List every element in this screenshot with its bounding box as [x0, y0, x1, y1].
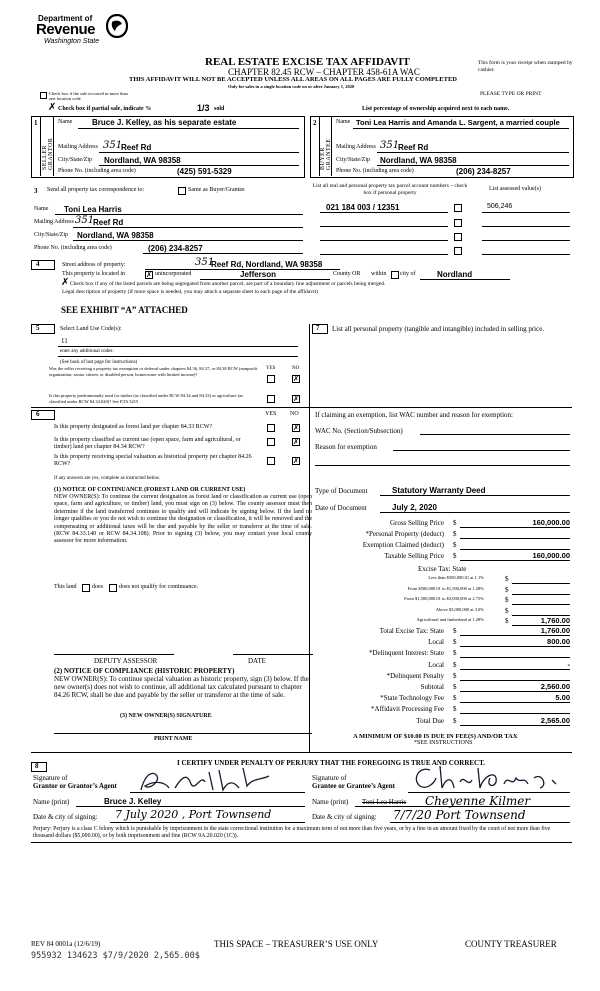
buyer-mail-num: 351 [380, 140, 400, 151]
tax-row2-1-currency: $ [453, 638, 457, 647]
s5-yes-header: YES [266, 366, 276, 371]
seller-phone-label: Phone No. (including area code) [58, 168, 136, 174]
tax-row2-5-currency: $ [453, 683, 457, 691]
tax-row-3-currency: $ [453, 552, 457, 560]
s5-q1-no-checkbox[interactable]: ✗ [293, 375, 299, 383]
excise-state-label: Excise Tax: State [418, 565, 467, 573]
see-instructions: *SEE INSTRUCTIONS [414, 740, 473, 746]
tax-row-3-label: Taxable Selling Price [384, 552, 444, 560]
unincorporated-checkbox[interactable]: ✗ [146, 271, 152, 279]
grantee-sig-label-2: Grantee or Grantee’s Agent [312, 782, 396, 790]
grantee-name-handwritten: Cheyenne Kilmer [425, 794, 531, 808]
multi-location-checkbox[interactable] [40, 92, 47, 99]
legal-text: Legal description of property (if more space is needed, you may attach a separate sheet to each page of the affidavit) [62, 289, 318, 295]
send-correspondence-label: Send all property tax correspondence to: [47, 187, 145, 193]
tax-row2-4-label: *Delinquent Penalty [386, 671, 444, 680]
seller-phone: (425) 591-5329 [177, 167, 232, 176]
within-label: within [371, 271, 387, 277]
doc-date: July 2, 2020 [392, 503, 437, 512]
section-5-number-box [31, 324, 55, 334]
s3-phone-label: Phone No. (including area code) [34, 245, 112, 251]
notice2-body: NEW OWNER(S): To continue special valuation as historic property, sign (3) below. If the new owner(s) does not wish to continue, all additional tax calculated pursuant to chapter 84.26 RCW, shall be due and payable by the seller or transferor at the time of sale. [54, 675, 309, 699]
tax-row2-6-label: *State Technology Fee [380, 694, 444, 703]
segregated-checkbox[interactable]: ✗ [61, 277, 70, 288]
s3-mail-street: Reef Rd [93, 218, 124, 227]
buyer-name-label: Name [336, 119, 351, 125]
same-as-buyer-checkbox[interactable] [178, 187, 186, 195]
buyer-side-label: BUYER GRANTEE [320, 138, 332, 170]
treasurer-space: THIS SPACE – TREASURER’S USE ONLY [214, 939, 379, 949]
tax-tier-4-value: 1,760.00 [540, 616, 570, 625]
tax-row-2-label: Exemption Claimed (deduct) [362, 541, 444, 549]
please-type: PLEASE TYPE OR PRINT [480, 91, 542, 97]
tax-row-0-value: 160,000.00 [532, 518, 570, 527]
tax-tier-1-label: From $500,000.01 to $1,500,000 at 1.28% [407, 585, 484, 591]
s6-q1: Is this property designated as forest land per chapter 84.33 RCW? [54, 424, 213, 430]
reason-label: Reason for exemption [315, 443, 377, 451]
page-subtitle: CHAPTER 82.45 RCW – CHAPTER 458-61A WAC [228, 67, 420, 77]
doc-date-label: Date of Document [315, 504, 367, 512]
grantor-name: Bruce J. Kelley [104, 797, 162, 806]
perjury-notice: Perjury: Perjury is a class C felony which is punishable by imprisonment in the state correctional institution for a maximum term of not more than five years, or by a fine in an amount fixed by the court of not more than five thousand dollars ($5,000.00), or by both imprisonment and fine (RCW 9A.20.020 (1C)). [33, 826, 551, 840]
s3-city-label: City/State/Zip [34, 232, 68, 238]
buyer-phone: (206) 234-8257 [456, 167, 511, 176]
notice1-body: NEW OWNER(S): To continue the current designation as forest land or classification as current use (open space, farm and agriculture, or timber) land, you must sign on (3) below. The county assessor must then determine if the land transferred continues to qualify and will indicate by signing below. If the land no longer qualifies or you do not wish to continue the designation or classification, it will be removed and the compensating or additional taxes will be due and payable by the seller or transferor at the time of sale. (RCW 84.33.140 or RCW 84.34.108). Prior to signing (3) below, you may contact your local county assessor for more information. [54, 494, 312, 545]
wac-label: WAC No. (Section/Subsection) [315, 427, 403, 435]
logo-line2: Revenue [36, 21, 96, 38]
tax-row2-6-value: 5.00 [555, 693, 570, 703]
new-owner-signature-label: (3) NEW OWNER(S) SIGNATURE [120, 713, 212, 719]
seller-mail-label: Mailing Address [58, 144, 98, 150]
s5-q1: Was the seller receiving a property tax exemption or deferral under chapters 84.36, 84.37, or 84.38 RCW (nonprofit organization, senior citizen, or disabled person, homeowner with limited income)? [49, 366, 258, 377]
grantee-signature [408, 762, 568, 794]
tax-row2-6-currency: $ [453, 694, 457, 703]
s3-mail-label: Mailing Address [34, 219, 74, 225]
deputy-assessor-label: DEPUTY ASSESSOR [94, 657, 158, 665]
grantor-date-label: Date & city of signing: [33, 813, 98, 821]
this-land-label: This land [54, 584, 77, 590]
unincorporated-label: unincorporated [155, 271, 192, 277]
tax-tier-2-label: From $1,500,000.01 to $3,000,000 at 2.75% [404, 596, 484, 601]
assessed-header: List assessed value(s) [489, 186, 541, 192]
s3-name-label: Name [34, 206, 49, 212]
treasurer-stamp: 955932 134623 $7/9/2020 2,565.00$ [31, 951, 200, 961]
section-4-number-box [31, 260, 55, 270]
s5-q2-no-checkbox[interactable]: ✗ [293, 395, 299, 403]
s6-yes-header: YES [265, 411, 277, 417]
tax-tier-3-currency: $ [505, 606, 509, 615]
logo-line3: Washington State [44, 38, 100, 45]
county-treasurer: COUNTY TREASURER [465, 939, 557, 949]
parcel-4-personal-checkbox[interactable] [454, 247, 462, 255]
grantee-date: 7/7/20 Port Townsend [393, 808, 526, 822]
additional-codes-label: enter any additional codes: [60, 349, 114, 354]
tax-tier-4-label: Agricultural and timberland at 1.28% [416, 617, 484, 622]
tax-row2-8-value: 2,565.00 [540, 715, 570, 725]
tax-row2-5-value: 2,560.00 [540, 682, 570, 691]
parcel-1-personal-checkbox[interactable] [454, 204, 462, 212]
tax-row2-8-label: Total Due [416, 716, 444, 725]
buyer-city: Nordland, WA 98358 [380, 156, 457, 165]
tax-row2-2-currency: $ [453, 649, 457, 658]
personal-property-text: List all personal property (tangible and intangible) included in selling price. [332, 325, 545, 333]
city-of-label: city of [400, 271, 416, 277]
section-6-number: 6 [36, 410, 40, 418]
parcel-header: List all real and personal property tax parcel account numbers – check box if personal property [312, 183, 468, 196]
tax-row-3-value: 160,000.00 [532, 551, 570, 560]
street-address: Reef Rd, Nordland, WA 98358 [211, 260, 323, 269]
exhibit-a: SEE EXHIBIT “A” ATTACHED [61, 305, 188, 315]
segregated-text: Check box if any of the listed parcels are being segregated from another parcel, are part of a boundary line adjustment or parcels being merged. [70, 281, 386, 287]
s3-phone: (206) 234-8257 [148, 244, 203, 253]
s5-q2-yes-checkbox[interactable] [267, 395, 275, 403]
ownership-note: List percentage of ownership acquired next to each name. [362, 106, 510, 112]
section-4-number: 4 [36, 260, 40, 268]
tax-row2-1-label: Local [428, 638, 444, 647]
tax-row2-8-currency: $ [453, 716, 457, 725]
s3-city: Nordland, WA 98358 [77, 231, 154, 240]
doc-type-label: Type of Document [315, 487, 368, 495]
assessed-value: 506,246 [487, 203, 513, 210]
does-not-label: does not qualify for continuance. [119, 584, 199, 590]
tax-tier-2-currency: $ [505, 596, 509, 604]
seller-mail-num: 351 [103, 140, 123, 151]
only-for-sales: Only for sales in a single location code on or after January 1, 2020 [228, 84, 355, 89]
notice1-title: (1) NOTICE OF CONTINUANCE (FOREST LAND OR CURRENT USE) [54, 487, 246, 493]
s6-q3-no-checkbox[interactable]: ✗ [293, 457, 299, 465]
county-or-label: County OR [333, 271, 361, 277]
dor-logo [36, 12, 128, 56]
tax-row2-5-label: Subtotal [420, 683, 444, 691]
grantor-sig-label-2: Grantor or Grantor’s Agent [33, 782, 117, 790]
tax-row-0-currency: $ [453, 519, 457, 527]
doc-type: Statutory Warranty Deed [392, 486, 486, 495]
tax-row2-3-currency: $ [453, 660, 457, 669]
seller-mail-street: Reef Rd [121, 143, 152, 152]
buyer-name: Toni Lea Harris and Amanda L. Sargent, a married couple [356, 118, 560, 127]
tax-row2-0-value: 1,760.00 [540, 626, 570, 635]
s3-mail-num: 351 [75, 215, 95, 226]
within-city-checkbox[interactable] [391, 271, 399, 279]
partial-pct-value: 1/3 [197, 103, 210, 113]
receipt-note: This form is your receipt when stamped by cashier. [478, 60, 573, 73]
tax-row2-2-label: *Delinquent Interest: State [368, 649, 444, 658]
notice2-title: (2) NOTICE OF COMPLIANCE (HISTORIC PROPERTY) [54, 667, 235, 675]
s3-name: Toni Lea Harris [64, 205, 122, 214]
form-id: REV 84 0001a (12/6/19) [31, 940, 101, 948]
grantee-sig-label-1: Signature of [312, 774, 347, 782]
warning-line: THIS AFFIDAVIT WILL NOT BE ACCEPTED UNLESS ALL AREAS ON ALL PAGES ARE FULLY COMPLETED [129, 76, 457, 83]
s6-q1-yes-checkbox[interactable] [267, 424, 275, 432]
tax-row2-7-currency: $ [453, 705, 457, 714]
grantee-name-struck: Toni Lea Harris [362, 798, 407, 806]
grantor-date: 7 July 2020 , Port Townsend [115, 808, 272, 821]
tax-tier-4-currency: $ [505, 617, 509, 625]
land-use-code: 11 [61, 337, 68, 345]
s5-q2: Is this property predominantly used for timber (as classified under RCW 84.34 and 84.33) or agriculture (as classified under RCW 84.34.020)? See ETA 3215 [49, 393, 243, 404]
parcel-2-personal-checkbox[interactable] [454, 219, 462, 227]
does-label: does [92, 584, 103, 590]
city-name: Nordland [437, 270, 473, 279]
tax-row2-1-value: 800.00 [547, 637, 570, 647]
section-1-number: 1 [34, 119, 38, 127]
tax-row2-0-label: Total Excise Tax: State [379, 627, 444, 635]
buyer-mail-street: Reef Rd [398, 143, 429, 152]
buyer-mail-label: Mailing Address [336, 144, 376, 150]
s5-no-header: NO [292, 366, 300, 371]
grantee-date-label: Date & city of signing: [312, 813, 377, 821]
s6-q2-yes-checkbox[interactable] [267, 438, 275, 446]
exemption-label: If claiming an exemption, list WAC number and reason for exemption: [315, 411, 513, 419]
partial-sale-checkbox[interactable]: ✗ [48, 102, 57, 113]
s6-q3-yes-checkbox[interactable] [267, 457, 275, 465]
deputy-date-label: DATE [248, 657, 266, 665]
s6-no-header: NO [290, 411, 299, 417]
tax-row-2-currency: $ [453, 541, 457, 549]
s5-q1-yes-checkbox[interactable] [267, 375, 275, 383]
s6-q1-no-checkbox[interactable]: ✗ [293, 424, 299, 432]
tax-row-1-label: *Personal Property (deduct) [365, 530, 444, 538]
tax-row-0-label: Gross Selling Price [389, 519, 444, 527]
multi-location-label: Check box if the sale occurred in more than one location code [49, 91, 128, 101]
street-address-num: 351 [195, 257, 215, 268]
minimum-due: A MINIMUM OF $10.00 IS DUE IN FEE(S) AND/OR TAX [353, 733, 518, 740]
seller-side-label: SELLER GRANTOR [42, 137, 54, 170]
does-qualify-checkbox[interactable] [82, 584, 90, 592]
section-8-number: 8 [35, 762, 39, 770]
tax-row2-0-currency: $ [453, 627, 457, 635]
land-use-label: Select Land Use Code(s): [60, 326, 122, 332]
seller-city: Nordland, WA 98358 [104, 156, 181, 165]
see-back-label: (See back of last page for instructions) [60, 360, 138, 365]
tax-row2-3-value: - [567, 659, 570, 669]
same-as-buyer-label: Same as Buyer/Grantee [188, 187, 245, 193]
s6-q2: Is this property classified as current use (open space, farm and agricultural, or timber) land per chapter 84.34 RCW? [54, 437, 241, 450]
street-address-label: Street address of property: [62, 262, 126, 268]
buyer-phone-label: Phone No. (including area code) [336, 168, 414, 174]
tax-tier-0-currency: $ [505, 575, 509, 583]
section-5-number: 5 [36, 324, 40, 332]
tax-row2-3-label: Local [428, 660, 444, 669]
seal-icon [106, 14, 128, 38]
tax-tier-0-label: Less than $500,000.01 at 1.1% [428, 575, 484, 580]
section-8-number-box [31, 762, 47, 772]
tax-tier-1-currency: $ [505, 585, 509, 594]
tax-row2-4-currency: $ [453, 671, 457, 680]
seller-city-label: City/State/Zip [58, 157, 92, 163]
sold-label: sold [214, 106, 225, 112]
section-7-number-box [312, 324, 328, 334]
section-6-number-box [31, 410, 55, 420]
buyer-city-label: City/State/Zip [336, 157, 370, 163]
section-3-number: 3 [34, 187, 38, 195]
seller-name: Bruce J. Kelley, as his separate estate [92, 118, 237, 127]
tax-row2-7-label: *Affidavit Processing Fee [371, 705, 444, 714]
logo-line1: Department of [38, 14, 93, 23]
grantee-name-label: Name (print) [312, 798, 349, 806]
s6-q3: Is this property receiving special valuation as historical property per chapter 84.26 RCW? [54, 454, 252, 467]
print-name-label: PRINT NAME [154, 736, 193, 742]
does-not-qualify-checkbox[interactable] [109, 584, 117, 592]
parcel-3-personal-checkbox[interactable] [454, 233, 462, 241]
tax-tier-3-label: Above $3,000,000 at 3.0% [435, 606, 484, 612]
section-7-number: 7 [316, 324, 320, 332]
seller-name-label: Name [58, 119, 73, 125]
parcel-number: 021 184 003 / 12351 [326, 203, 400, 212]
grantor-sig-label-1: Signature of [33, 774, 68, 782]
grantor-name-label: Name (print) [33, 798, 70, 806]
page-title: REAL ESTATE EXCISE TAX AFFIDAVIT [205, 56, 410, 68]
located-label: This property is located in [62, 271, 125, 277]
if-any-yes: If any answers are yes, complete as instructed below. [54, 476, 161, 481]
tax-row-1-currency: $ [453, 530, 457, 538]
partial-sale-label: Check box if partial sale, indicate % [58, 106, 152, 112]
s6-q2-no-checkbox[interactable]: ✗ [293, 438, 299, 446]
county-name: Jefferson [240, 270, 277, 279]
certify-statement: I CERTIFY UNDER PENALTY OF PERJURY THAT THE FOREGOING IS TRUE AND CORRECT. [177, 759, 486, 767]
section-2-number: 2 [313, 119, 317, 127]
